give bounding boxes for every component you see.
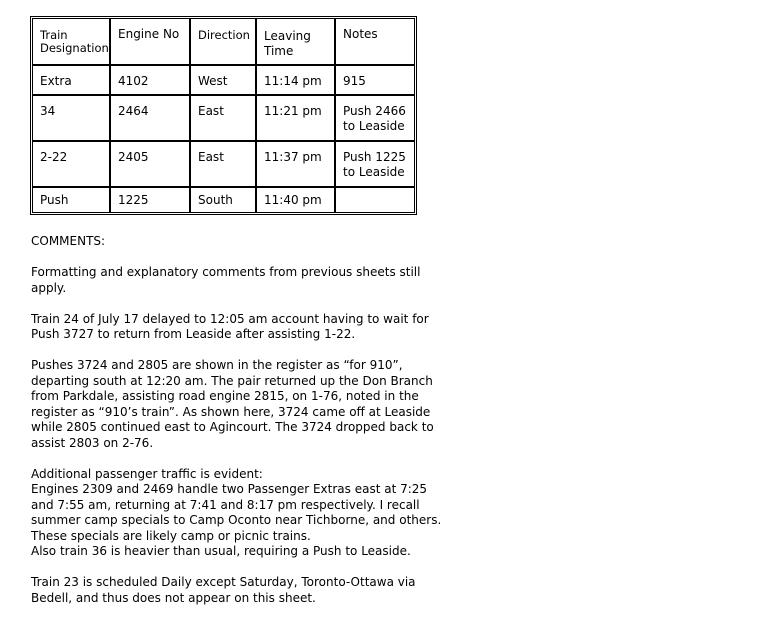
comment-line: assist 2803 on 2-76. [31,435,154,450]
cell-engine: 2405 [111,142,191,188]
comment-line: and 7:55 am, returning at 7:41 and 8:17 pm respectively. I recall [31,497,420,512]
header-train-designation-line2: Designation [40,41,109,55]
header-train-designation-line1: Train [40,28,68,42]
comment-paragraph [31,265,431,296]
comment-paragraph [31,575,431,606]
comment-line: Train 23 is scheduled Daily except Saturday, Toronto-Ottawa via [31,575,416,589]
comment-line: while 2805 continued east to Agincourt. The 3724 dropped back to [31,420,434,434]
comment-paragraph [31,358,434,451]
table-row [33,66,414,96]
comment-line: departing south at 12:20 am. The pair returned up the Don Branch [31,373,433,388]
comments-section [31,234,442,622]
train-table [30,16,417,215]
header-train-designation [33,19,111,66]
comment-line: Also train 36 is heavier than usual, requiring a Push to Leaside. [31,544,411,558]
comment-line: Pushes 3724 and 2805 are shown in the register as “for 910”, [31,358,403,372]
cell-notes [336,142,414,188]
cell-notes-line2: to Leaside [343,119,405,133]
comment-line: Additional passenger traffic is evident: [31,466,263,481]
header-notes: Notes [336,19,414,66]
cell-direction: South [191,188,257,212]
cell-notes-line2: to Leaside [343,165,405,179]
cell-designation: 2-22 [33,142,111,188]
cell-notes-line1: Push 2466 [343,104,406,118]
cell-engine: 1225 [111,188,191,212]
cell-designation: Extra [33,66,111,96]
cell-notes [336,66,414,96]
comment-line: from Parkdale, assisting road engine 2815, on 1-76, noted in the [31,389,419,403]
comment-line: summer camp specials to Camp Oconto near Tichborne, and others. [31,513,442,527]
cell-notes [336,96,414,142]
cell-designation: 34 [33,96,111,142]
cell-direction: East [191,96,257,142]
header-engine-no: Engine No [111,19,191,66]
table-header-row [33,19,414,66]
cell-engine: 2464 [111,96,191,142]
table-row [33,96,414,142]
cell-time: 11:21 pm [257,96,336,142]
cell-time: 11:14 pm [257,66,336,96]
header-leaving-time-line2: Time [264,44,294,58]
comment-line: apply. [31,280,67,295]
cell-notes [336,188,414,212]
cell-direction: East [191,142,257,188]
comment-line: Push 3727 to return from Leaside after assisting 1-22. [31,327,356,341]
cell-notes-line1: Push 1225 [343,150,406,164]
comment-line: Train 24 of July 17 delayed to 12:05 am account having to wait for [31,311,429,326]
comment-line: Formatting and explanatory comments from previous sheets still [31,265,421,279]
comment-line: These specials are likely camp or picnic trains. [31,528,311,543]
cell-time: 11:40 pm [257,188,336,212]
cell-time: 11:37 pm [257,142,336,188]
cell-engine: 4102 [111,66,191,96]
header-leaving-time-line1: Leaving [264,29,311,43]
table-row [33,188,414,212]
comment-line: register as “910’s train”. As shown here, 3724 came off at Leaside [31,404,431,419]
cell-notes-line1: 915 [343,74,366,88]
header-leaving-time [257,19,336,66]
comments-heading: COMMENTS: [31,234,106,248]
comment-line: Engines 2309 and 2469 handle two Passenger Extras east at 7:25 [31,482,428,496]
header-direction: Direction [191,19,257,66]
cell-direction: West [191,66,257,96]
comment-paragraph [31,466,442,560]
cell-designation: Push [33,188,111,212]
comment-paragraph [31,312,431,343]
comment-line: Bedell, and thus does not appear on this sheet. [31,590,316,605]
table-row [33,142,414,188]
